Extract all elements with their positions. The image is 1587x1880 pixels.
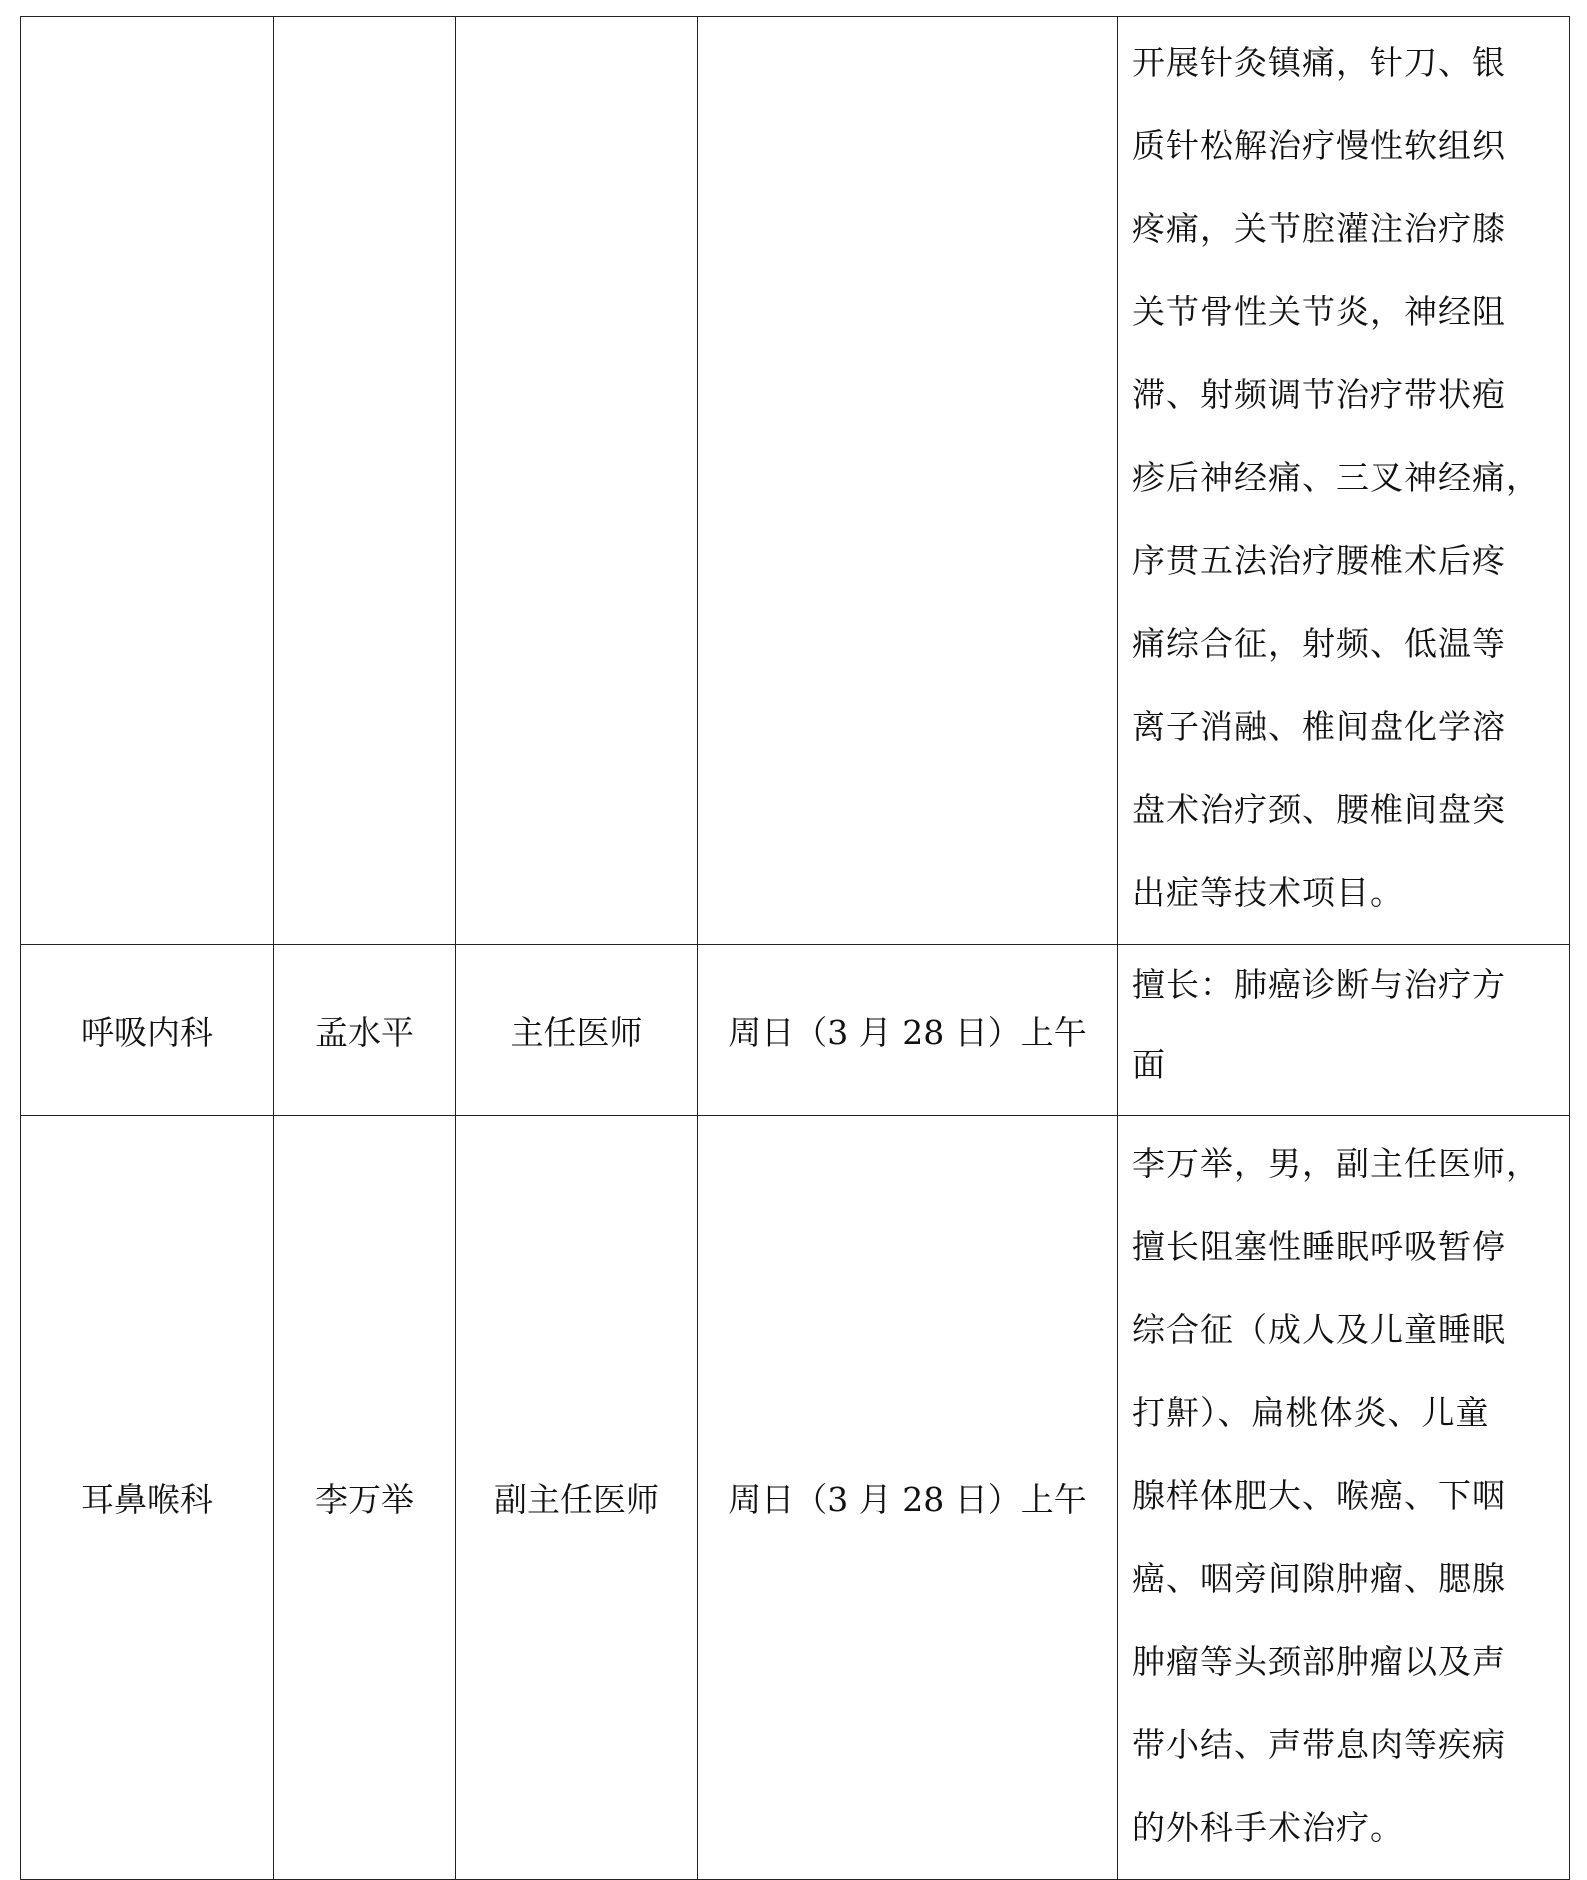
title-cell: 主任医师 (456, 945, 698, 1116)
doctor-cell: 李万举 (274, 1116, 456, 1880)
doctor-cell: 孟水平 (274, 945, 456, 1116)
description-cell (1118, 945, 1570, 1116)
table-row (21, 17, 1570, 945)
department-cell: 耳鼻喉科 (21, 1116, 274, 1880)
description-text: 擅长：肺癌诊断与治疗方 面 (1132, 965, 1506, 1084)
schedule-cell: 周日（3 月 28 日）上午 (698, 945, 1118, 1116)
description-text: 李万举，男，副主任医师， 擅长阻塞性睡眠呼吸暂停 综合征（成人及儿童睡眠 打鼾）、扁桃体炎、儿童 腺样体肥大、喉癌、下咽 癌、咽旁间隙肿瘤、腮腺 肿瘤等头颈部肿瘤以及声 带小结、声带息肉等疾病 的外科手术治疗。 (1132, 1144, 1540, 1847)
department-cell (21, 17, 274, 945)
title-cell: 副主任医师 (456, 1116, 698, 1880)
doctor-schedule-table (20, 16, 1570, 1880)
schedule-cell: 周日（3 月 28 日）上午 (698, 1116, 1118, 1880)
description-text: 开展针灸镇痛，针刀、银 质针松解治疗慢性软组织 疼痛，关节腔灌注治疗膝 关节骨性关节炎，神经阻 滞、射频调节治疗带状疱 疹后神经痛、三叉神经痛， 序贯五法治疗腰椎术后疼 痛综合征，射频、低温等 离子消融、椎间盘化学溶 盘术治疗颈、腰椎间盘突 出症等技术项目。 (1132, 43, 1540, 912)
schedule-cell (698, 17, 1118, 945)
department-cell: 呼吸内科 (21, 945, 274, 1116)
table-row (21, 1116, 1570, 1880)
description-cell (1118, 1116, 1570, 1880)
table-row (21, 945, 1570, 1116)
doctor-cell (274, 17, 456, 945)
description-cell (1118, 17, 1570, 945)
title-cell (456, 17, 698, 945)
